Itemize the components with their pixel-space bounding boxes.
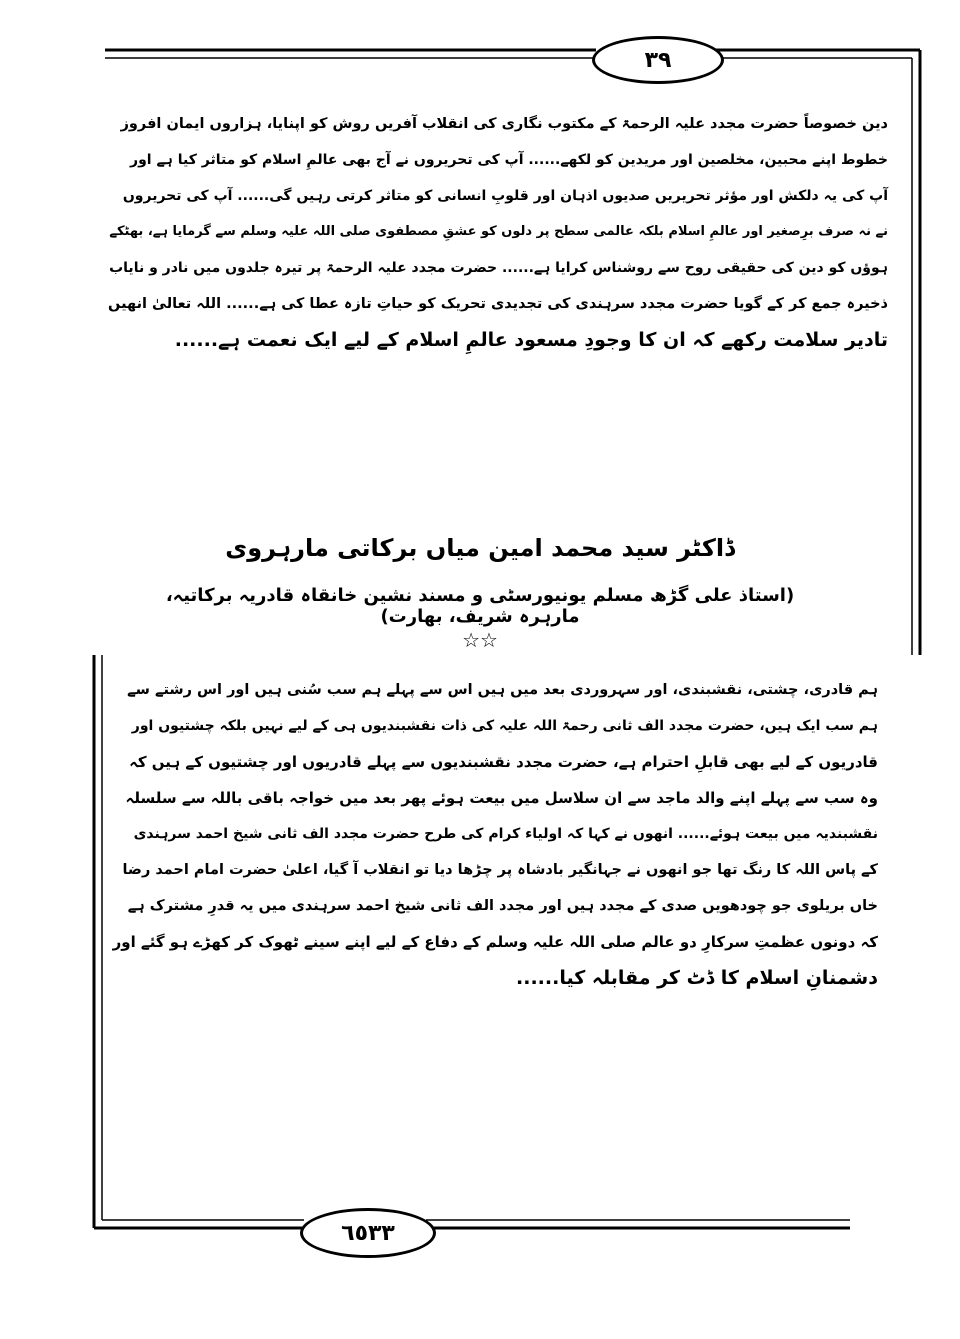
paragraph-line: نقشبندیہ میں بیعت ہوئے...... انھوں نے کہا کہ اولیاء کرام کی طرح حضرت مجدد الف ثانی شیخ احمد سرہندی <box>133 826 878 842</box>
paragraph-line: ذخیرہ جمع کر کے گویا حضرت مجدد سرہندی کی تجدیدی تحریک کو حیاتِ تازہ عطا کی ہے...... اللہ تعالیٰ انھیں <box>108 296 888 312</box>
paragraph-line: ہم سب ایک ہیں، حضرت مجدد الف ثانی رحمۃ اللہ علیہ کی ذات نقشبندیوں ہی کے لیے نہیں بلکہ چشتیوں اور <box>131 718 878 734</box>
paragraph-line: وہ سب سے پہلے اپنے والد ماجد سے ان سلاسل میں بیعت ہوئے پھر بعد میں خواجہ باقی باللہ سے سلسلہ <box>125 789 878 807</box>
paragraph-line: کے پاس اللہ کا رنگ تھا جو انھوں نے جہانگیر بادشاہ پر چڑھا دیا تو انقلاب آ گیا، اعلیٰ حضرت امام احمد رضا <box>122 862 878 878</box>
paragraph-line: دشمنانِ اسلام کا ڈٹ کر مقابلہ کیا...... <box>516 967 878 989</box>
paragraph-line: ہم قادری، چشتی، نقشبندی، اور سہروردی بعد میں ہیں اس سے پہلے ہم سب سُنی ہیں اور اس رشتے سے <box>127 682 878 698</box>
author-name-heading: ڈاکٹر سید محمد امین میاں برکاتی مارہروی <box>225 534 735 562</box>
star-separator-icon: ☆☆ <box>462 628 498 652</box>
paragraph-line: خطوط اپنے محبین، مخلصین اور مریدین کو لکھے...... آپ کی تحریروں نے آج بھی عالمِ اسلام کو متاثر کیا ہے اور <box>130 152 888 168</box>
paragraph-line: کہ دونوں عظمتِ سرکارِ دو عالم صلی اللہ علیہ وسلم کے دفاع کے لیے اپنے سینے ٹھوک کر کھڑے ہو گئے اور <box>112 933 878 951</box>
paragraph-line: آپ کی یہ دلکش اور مؤثر تحریریں صدیوں اذہان اور قلوبِ انسانی کو متاثر کرتی رہیں گی...... آپ کی تحریروں <box>122 188 888 204</box>
page-number-bottom-text: ٦٥٣٣ <box>341 1220 395 1246</box>
paragraph-line: قادریوں کے لیے بھی قابلِ احترام ہے، حضرت مجدد نقشبندیوں سے پہلے قادریوں اور چشتیوں کے ہیں کہ <box>129 753 878 771</box>
paragraph-line: خاں بریلوی جو چودھویں صدی کے مجدد ہیں اور مجدد الف ثانی شیخ احمد سرہندی میں یہ قدرِ مشترک ہے <box>127 898 878 914</box>
paragraph-line: تادیر سلامت رکھے کہ ان کا وجودِ مسعود عالمِ اسلام کے لیے ایک نعمت ہے...... <box>174 329 888 351</box>
page-number-top-text: ٣٩ <box>644 47 672 73</box>
author-designation: (استاذ علی گڑھ مسلم یونیورسٹی و مسند نشین خانقاہ قادریہ برکاتیہ، مارہرہ شریف، بھارت) <box>165 585 795 627</box>
paragraph-line: نے نہ صرف برِصغیر اور عالمِ اسلام بلکہ عالمی سطح پر دلوں کو عشقِ مصطفوی صلی اللہ علیہ وسلم سے گرمایا ہے، بھٹکے <box>109 224 888 239</box>
paragraph-line: دین خصوصاً حضرت مجدد علیہ الرحمۃ کے مکتوب نگاری کی انقلاب آفریں روش کو اپنایا، ہزاروں ایمان افروز <box>120 116 888 132</box>
page-number-top <box>592 36 724 84</box>
paragraph-quote <box>108 672 878 996</box>
paragraph-line: ہوؤں کو دین کی حقیقی روح سے روشناس کرایا ہے...... حضرت مجدد علیہ الرحمۃ پر تیرہ جلدوں میں نادر و نایاب <box>109 260 888 276</box>
paragraph-intro <box>108 106 888 358</box>
page-number-bottom <box>300 1208 436 1258</box>
